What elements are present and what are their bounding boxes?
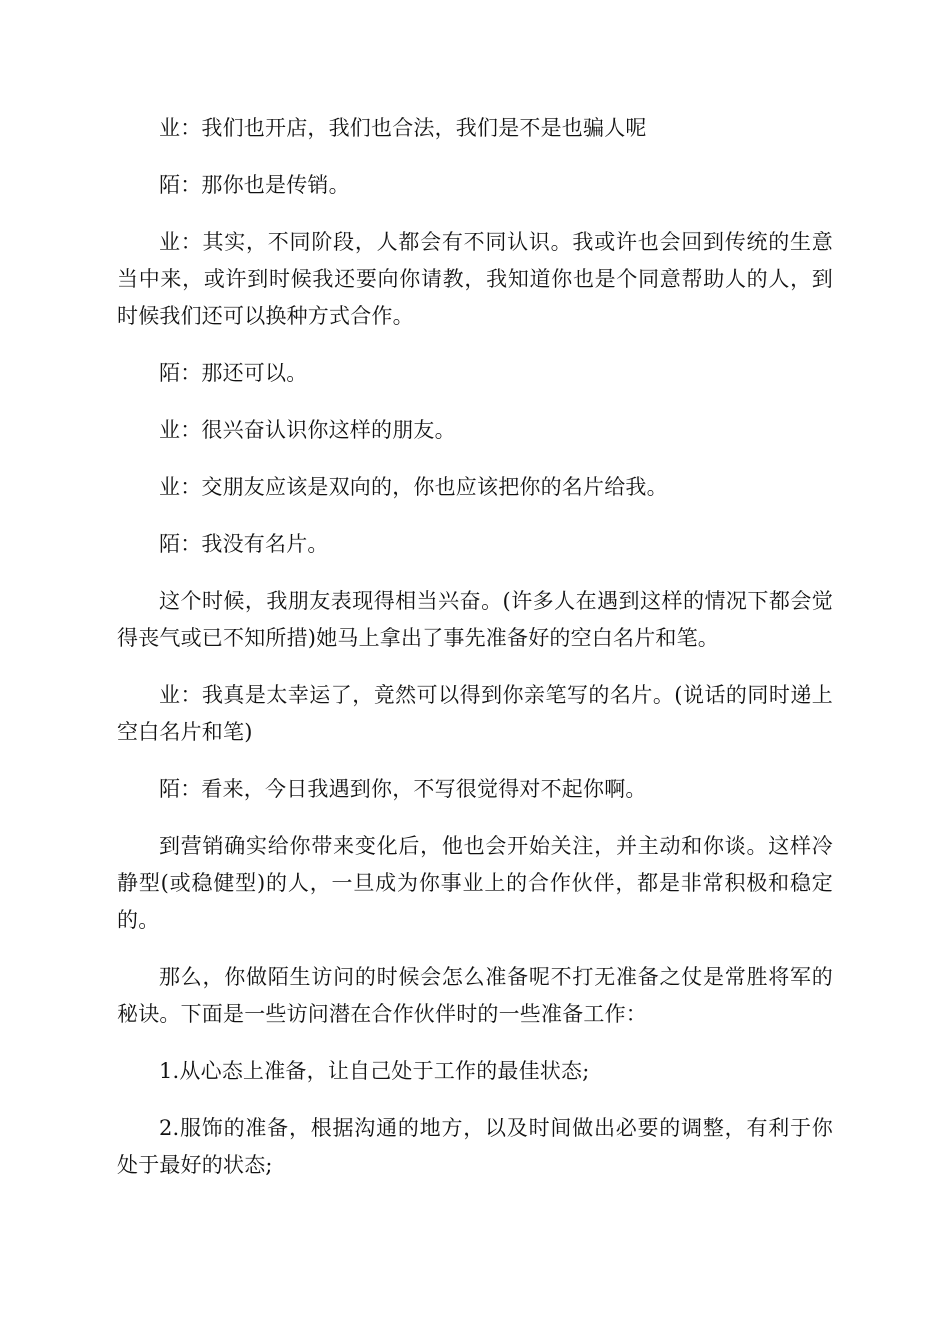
list-item: 1.从心态上准备，让自己处于工作的最佳状态; [159,1059,590,1083]
dialogue-line: 业：其实，不同阶段，人都会有不同认识。我或许也会回到传统的生意当中来，或许到时候我还要向你请教，我知道你也是个同意帮助人的人，到时候我们还可以换种方式合作。 [117,230,833,328]
dialogue-line: 业：我真是太幸运了，竟然可以得到你亲笔写的名片。(说话的同时递上空白名片和笔) [117,683,833,744]
dialogue-line: 陌：那你也是传销。 [159,173,350,197]
dialogue-line: 业：很兴奋认识你这样的朋友。 [159,418,456,442]
narrative-paragraph: 这个时候，我朋友表现得相当兴奋。(许多人在遇到这样的情况下都会觉得丧气或已不知所措)她马上拿出了事先准备好的空白名片和笔。 [117,589,833,650]
narrative-paragraph: 到营销确实给你带来变化后，他也会开始关注，并主动和你谈。这样冷静型(或稳健型)的人，一旦成为你事业上的合作伙伴，都是非常积极和稳定的。 [117,834,833,932]
dialogue-line: 业：我们也开店，我们也合法，我们是不是也骗人呢 [159,116,647,140]
narrative-paragraph: 那么，你做陌生访问的时候会怎么准备呢不打无准备之仗是常胜将军的秘诀。下面是一些访问潜在合作伙伴时的一些准备工作： [117,965,833,1026]
dialogue-line: 陌：我没有名片。 [159,532,329,556]
dialogue-line: 业：交朋友应该是双向的，你也应该把你的名片给我。 [159,475,668,499]
dialogue-line: 陌：那还可以。 [159,361,308,385]
list-item: 2.服饰的准备，根据沟通的地方，以及时间做出必要的调整，有利于你处于最好的状态; [117,1116,833,1177]
document-page [117,110,833,1204]
dialogue-line: 陌：看来，今日我遇到你，不写很觉得对不起你啊。 [159,777,647,801]
